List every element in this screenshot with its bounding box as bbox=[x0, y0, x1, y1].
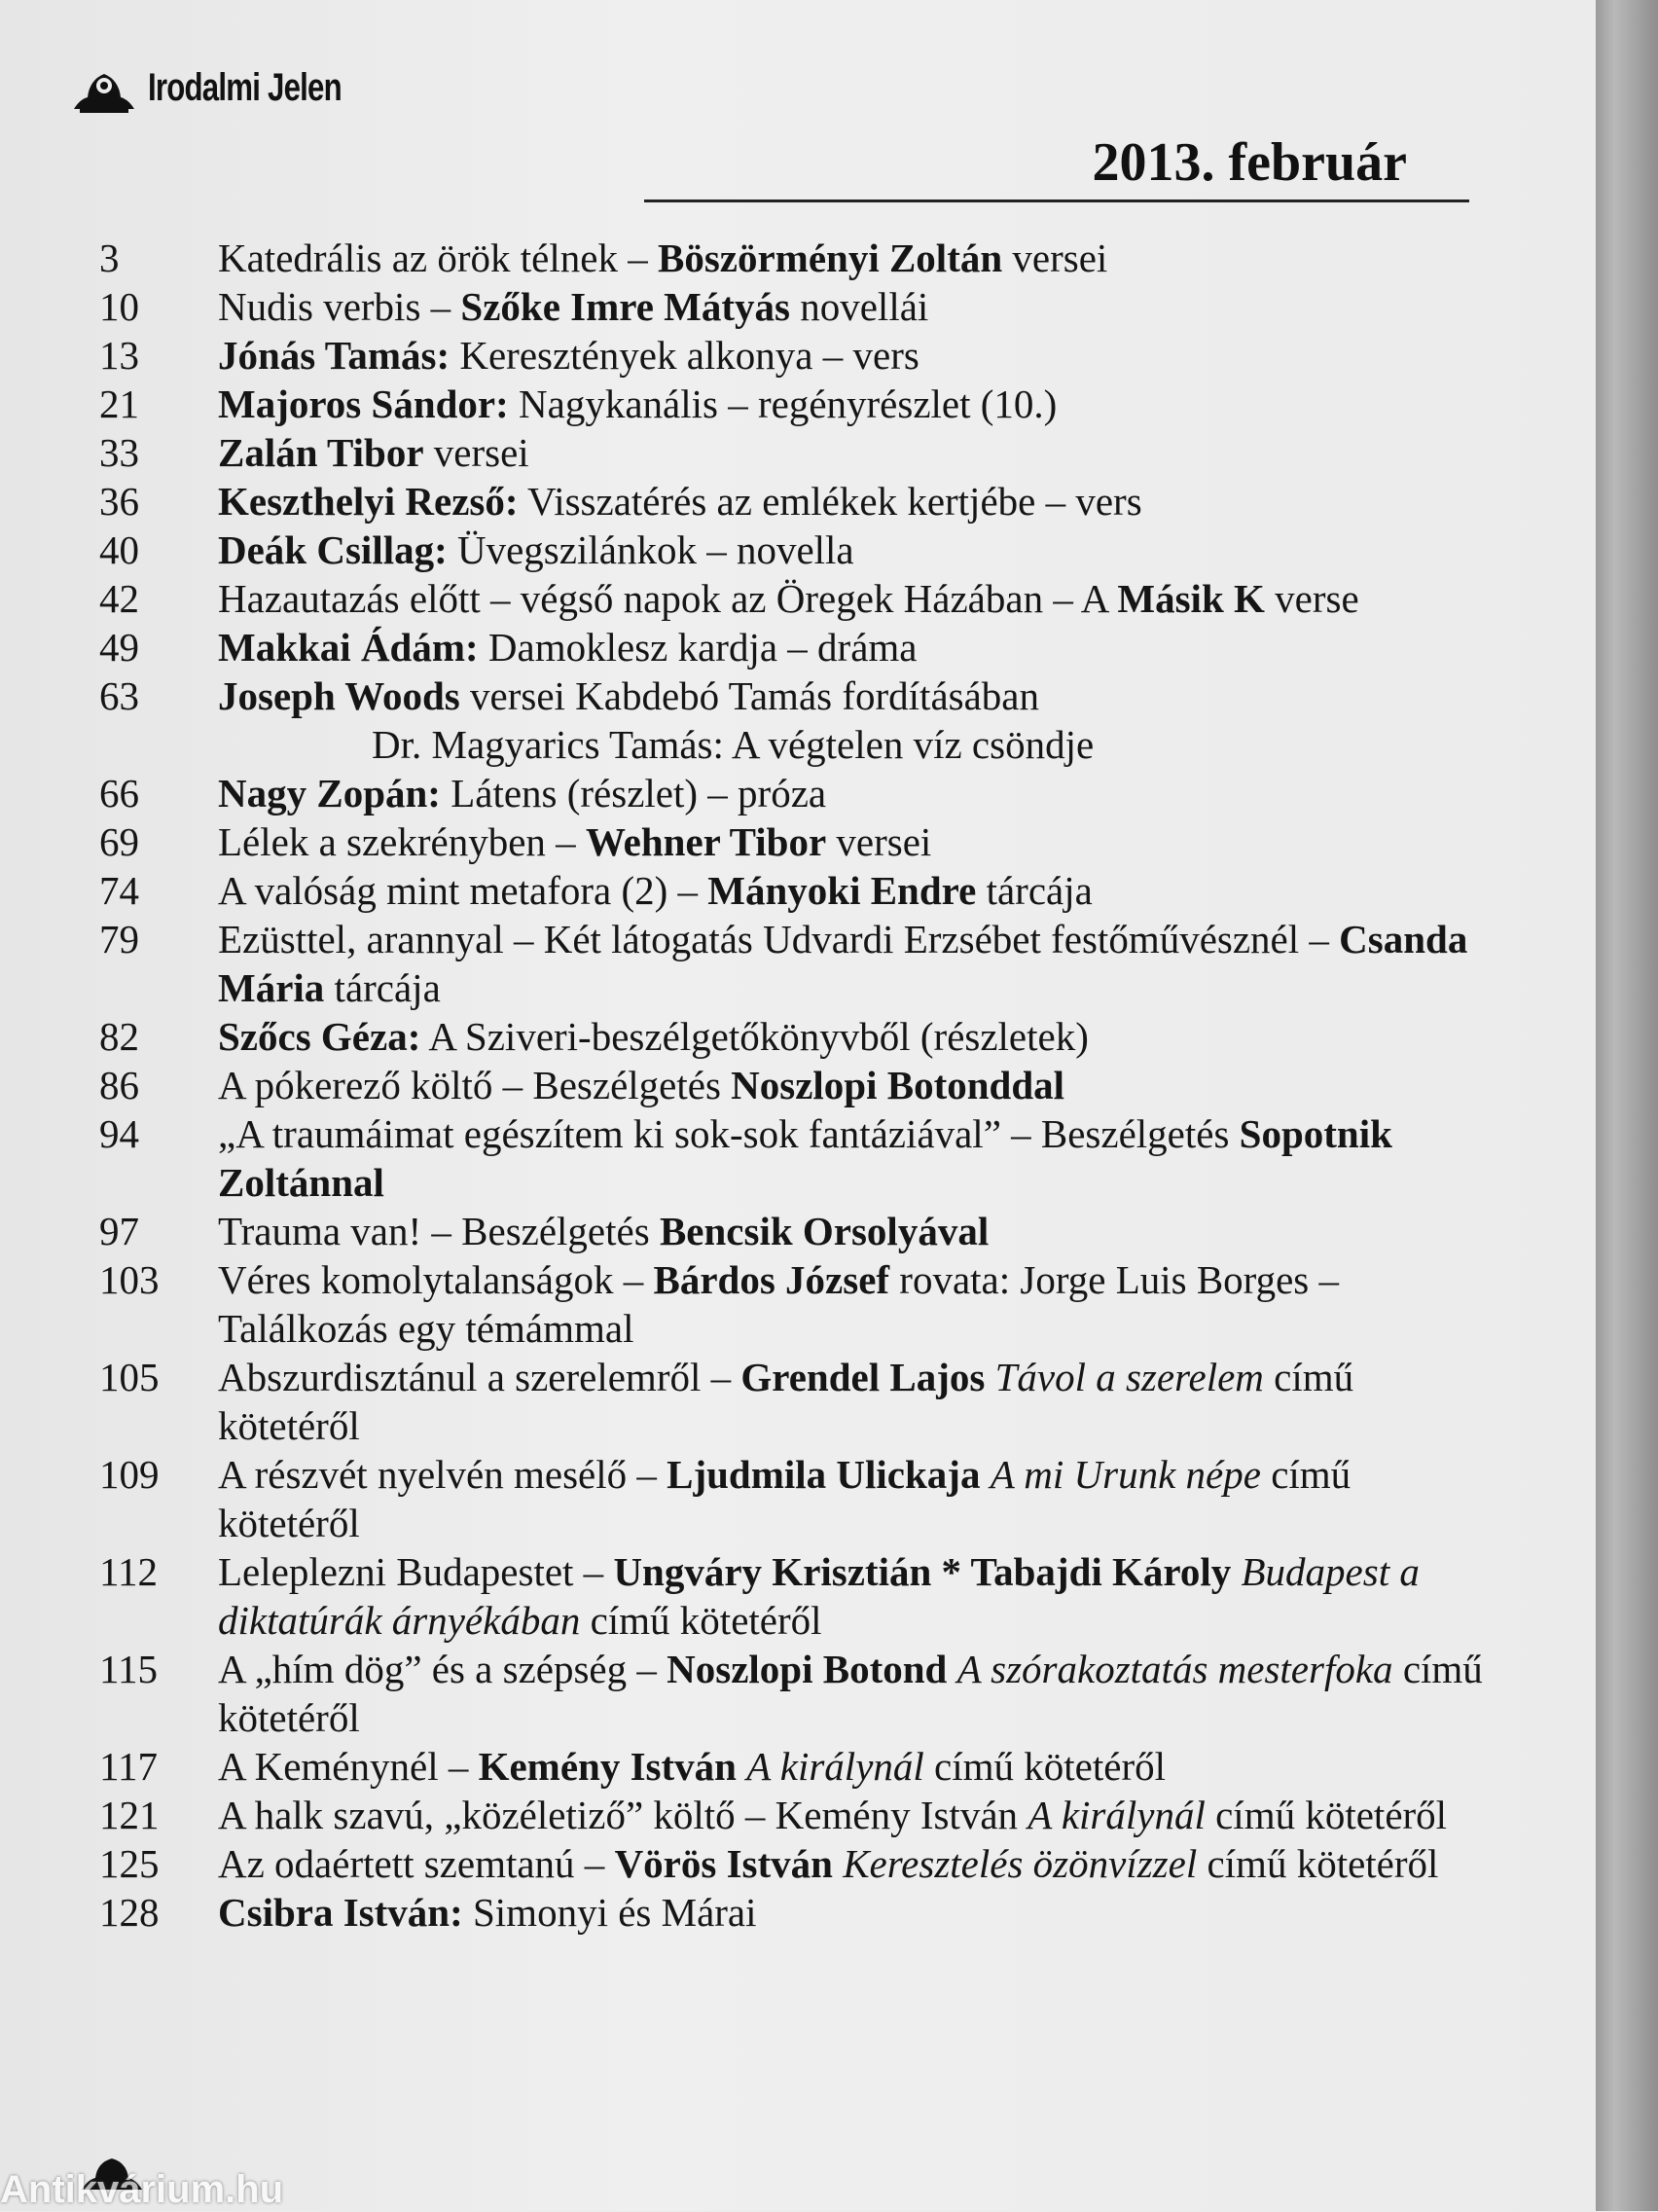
author-name: Csibra István: bbox=[218, 1890, 463, 1935]
toc-entry bbox=[99, 1207, 1500, 1255]
toc-entry bbox=[99, 477, 1500, 526]
author-name: Ungváry Krisztián * Tabajdi Károly bbox=[613, 1549, 1232, 1594]
entry-title: versei bbox=[423, 430, 529, 475]
toc-entry-text bbox=[218, 769, 1500, 817]
author-name: Majoros Sándor: bbox=[218, 381, 509, 426]
toc-entry-text bbox=[218, 1207, 1500, 1255]
author-name: Böszörményi Zoltán bbox=[657, 236, 1003, 280]
entry-title: tárcája bbox=[324, 965, 441, 1010]
entry-title bbox=[1231, 1549, 1241, 1594]
author-name: Kemény István bbox=[478, 1744, 737, 1789]
toc-entry-text bbox=[218, 282, 1500, 331]
toc-entry-text bbox=[218, 526, 1500, 574]
toc-entry-text bbox=[218, 1109, 1500, 1207]
toc-entry bbox=[99, 574, 1500, 623]
toc-entry bbox=[99, 1839, 1500, 1888]
book-title: Távol a szerelem bbox=[994, 1355, 1264, 1399]
toc-entry bbox=[99, 1061, 1500, 1109]
toc-entry bbox=[99, 282, 1500, 331]
toc-page-number: 36 bbox=[99, 479, 139, 524]
binding-edge bbox=[1596, 0, 1658, 2211]
toc-page-number: 125 bbox=[99, 1841, 160, 1886]
toc-entry-text bbox=[218, 331, 1500, 380]
entry-title: Véres komolytalanságok – bbox=[218, 1257, 654, 1302]
entry-title: című kötetéről bbox=[218, 1647, 1483, 1740]
entry-title: című kötetéről bbox=[218, 1452, 1352, 1545]
entry-title: A Keménynél – bbox=[218, 1744, 479, 1789]
entry-title: A részvét nyelvén mesélő – bbox=[218, 1452, 667, 1497]
entry-title: című kötetéről bbox=[218, 1355, 1354, 1448]
entry-title: A halk szavú, „közéletiző” költő – Kemény István bbox=[218, 1793, 1028, 1837]
toc-entry bbox=[99, 1888, 1500, 1937]
toc-entry-text bbox=[218, 1450, 1500, 1547]
entry-title: novellái bbox=[789, 284, 929, 329]
author-name: Szőke Imre Mátyás bbox=[460, 284, 790, 329]
toc-page-number: 103 bbox=[99, 1257, 160, 1302]
toc-page-number: 69 bbox=[99, 819, 139, 864]
book-title: A királynál bbox=[1027, 1793, 1206, 1837]
book-title: Budapest a diktatúrák árnyékában bbox=[218, 1549, 1420, 1643]
author-name: Noszlopi Botonddal bbox=[731, 1063, 1065, 1107]
toc-page-number: 86 bbox=[99, 1063, 139, 1107]
watermark: Antikvárium.hu bbox=[0, 2168, 284, 2211]
author-name: Csanda Mária bbox=[218, 917, 1468, 1010]
toc-entry bbox=[99, 428, 1500, 477]
toc-entry bbox=[99, 331, 1500, 380]
toc-entry bbox=[99, 1012, 1500, 1061]
toc-entry-text bbox=[218, 1012, 1500, 1061]
toc-entry bbox=[99, 1450, 1500, 1547]
toc-entry bbox=[99, 234, 1500, 282]
toc-page-number: 117 bbox=[99, 1744, 158, 1789]
table-of-contents bbox=[99, 234, 1500, 1937]
toc-entry-text bbox=[218, 1255, 1500, 1353]
author-name: Noszlopi Botond bbox=[667, 1647, 948, 1691]
toc-page-number: 10 bbox=[99, 284, 139, 329]
entry-title: Trauma van! – Beszélgetés bbox=[218, 1209, 660, 1253]
header-rule bbox=[644, 199, 1469, 202]
toc-page-number: 79 bbox=[99, 917, 139, 961]
toc-entry-text bbox=[218, 428, 1500, 477]
entry-title: Nudis verbis – bbox=[218, 284, 461, 329]
toc-entry-text bbox=[218, 1353, 1500, 1450]
entry-title: Dr. Magyarics Tamás: A végtelen víz csöndje bbox=[372, 722, 1095, 767]
entry-title: „A traumáimat egészítem ki sok-sok fantáziával” – Beszélgetés bbox=[218, 1111, 1240, 1156]
toc-page-number: 121 bbox=[99, 1793, 160, 1837]
toc-page-number: 42 bbox=[99, 576, 139, 621]
toc-entry-text bbox=[218, 720, 1500, 769]
book-title: A szórakoztatás mesterfoka bbox=[956, 1647, 1393, 1691]
toc-entry-text bbox=[218, 234, 1500, 282]
author-name: Jónás Tamás: bbox=[218, 333, 451, 378]
toc-page-number: 13 bbox=[99, 333, 139, 378]
author-name: Bencsik Orsolyával bbox=[659, 1209, 990, 1253]
entry-title: A pókerező költő – Beszélgetés bbox=[218, 1063, 732, 1107]
toc-entry-text bbox=[218, 1742, 1500, 1791]
entry-title: Simonyi és Márai bbox=[462, 1890, 757, 1935]
author-name: Ljudmila Ulickaja bbox=[667, 1452, 981, 1497]
toc-page-number: 63 bbox=[99, 673, 139, 718]
author-name: Vörös István bbox=[614, 1841, 833, 1886]
entry-title: Látens (részlet) – próza bbox=[440, 771, 827, 816]
entry-title: versei bbox=[826, 819, 932, 864]
toc-entry bbox=[99, 526, 1500, 574]
toc-entry bbox=[99, 817, 1500, 866]
toc-page-number: 74 bbox=[99, 868, 139, 913]
toc-entry bbox=[99, 1255, 1500, 1353]
entry-title bbox=[980, 1452, 990, 1497]
author-name: Másik K bbox=[1117, 576, 1265, 621]
entry-title: Visszatérés az emlékek kertjébe – vers bbox=[518, 479, 1142, 524]
magazine-name: Irodalmi Jelen bbox=[148, 65, 342, 109]
toc-entry-text bbox=[218, 1791, 1500, 1839]
author-name: Mányoki Endre bbox=[707, 868, 977, 913]
toc-entry-text bbox=[218, 1061, 1500, 1109]
entry-title: rovata: Jorge Luis Borges – Találkozás egy témámmal bbox=[218, 1257, 1339, 1351]
toc-entry-text bbox=[218, 1888, 1500, 1937]
toc-entry bbox=[99, 1109, 1500, 1207]
toc-entry bbox=[99, 769, 1500, 817]
magazine-logo-icon bbox=[70, 60, 138, 115]
toc-entry bbox=[99, 380, 1500, 428]
toc-entry bbox=[99, 1742, 1500, 1791]
toc-entry-text bbox=[218, 671, 1500, 720]
toc-entry-text bbox=[218, 623, 1500, 671]
entry-title: Leleplezni Budapestet – bbox=[218, 1549, 614, 1594]
author-name: Wehner Tibor bbox=[585, 819, 827, 864]
entry-title bbox=[947, 1647, 956, 1691]
author-name: Szőcs Géza: bbox=[218, 1014, 421, 1059]
toc-page-number: 94 bbox=[99, 1111, 139, 1156]
toc-entry-text bbox=[218, 477, 1500, 526]
entry-title: versei bbox=[1002, 236, 1108, 280]
author-name: Bárdos József bbox=[653, 1257, 890, 1302]
toc-entry bbox=[99, 866, 1500, 915]
toc-entry-text bbox=[218, 915, 1500, 1012]
author-name: Zalán Tibor bbox=[218, 430, 424, 475]
author-name: Nagy Zopán: bbox=[218, 771, 441, 816]
toc-entry bbox=[99, 623, 1500, 671]
entry-title: Az odaértett szemtanú – bbox=[218, 1841, 615, 1886]
entry-title bbox=[833, 1841, 843, 1886]
entry-title bbox=[985, 1355, 994, 1399]
book-title: A királynál bbox=[746, 1744, 924, 1789]
toc-page-number: 21 bbox=[99, 381, 139, 426]
entry-title: Hazautazás előtt – végső napok az Öregek Házában – A bbox=[218, 576, 1118, 621]
toc-entry-text bbox=[218, 380, 1500, 428]
toc-entry-text bbox=[218, 1645, 1500, 1742]
entry-title: verse bbox=[1264, 576, 1359, 621]
author-name: Grendel Lajos bbox=[740, 1355, 986, 1399]
entry-title: A Sziveri-beszélgetőkönyvből (részletek) bbox=[420, 1014, 1089, 1059]
magazine-logo bbox=[70, 60, 396, 115]
toc-entry-text bbox=[218, 866, 1500, 915]
toc-page-number: 109 bbox=[99, 1452, 160, 1497]
entry-title: Katedrális az örök télnek – bbox=[218, 236, 658, 280]
toc-page-number: 3 bbox=[99, 236, 120, 280]
toc-entry bbox=[99, 1645, 1500, 1742]
entry-title: Nagykanális – regényrészlet (10.) bbox=[508, 381, 1058, 426]
entry-title bbox=[737, 1744, 746, 1789]
toc-page-number: 33 bbox=[99, 430, 139, 475]
entry-title: A valóság mint metafora (2) – bbox=[218, 868, 708, 913]
toc-entry bbox=[99, 1353, 1500, 1450]
book-title: Keresztelés özönvízzel bbox=[843, 1841, 1198, 1886]
toc-page-number: 66 bbox=[99, 771, 139, 816]
entry-title: Keresztények alkonya – vers bbox=[450, 333, 919, 378]
toc-page-number: 105 bbox=[99, 1355, 160, 1399]
issue-date: 2013. február bbox=[1092, 132, 1407, 193]
entry-title: versei Kabdebó Tamás fordításában bbox=[459, 673, 1039, 718]
entry-title: című kötetéről bbox=[1205, 1793, 1448, 1837]
toc-page-number: 128 bbox=[99, 1890, 160, 1935]
toc-entry bbox=[99, 915, 1500, 1012]
entry-title: Üvegszilánkok – novella bbox=[447, 527, 854, 572]
toc-entry-text bbox=[218, 1547, 1500, 1645]
toc-page-number: 82 bbox=[99, 1014, 139, 1059]
entry-title: Damoklesz kardja – dráma bbox=[478, 625, 918, 670]
author-name: Makkai Ádám: bbox=[218, 625, 479, 670]
toc-page-number: 40 bbox=[99, 527, 139, 572]
entry-title: A „hím dög” és a szépség – bbox=[218, 1647, 667, 1691]
entry-title: című kötetéről bbox=[923, 1744, 1166, 1789]
toc-page-number: 49 bbox=[99, 625, 139, 670]
author-name: Keszthelyi Rezső: bbox=[218, 479, 519, 524]
author-name: Joseph Woods bbox=[218, 673, 460, 718]
toc-page-number: 112 bbox=[99, 1549, 158, 1594]
toc-entry bbox=[99, 671, 1500, 720]
entry-title: Ezüsttel, arannyal – Két látogatás Udvardi Erzsébet festőművésznél – bbox=[218, 917, 1340, 961]
toc-entry bbox=[99, 720, 1500, 769]
entry-title: Lélek a szekrényben – bbox=[218, 819, 586, 864]
entry-title: című kötetéről bbox=[580, 1598, 822, 1643]
entry-title: tárcája bbox=[976, 868, 1093, 913]
author-name: Sopotnik Zoltánnal bbox=[218, 1111, 1392, 1205]
author-name: Deák Csillag: bbox=[218, 527, 448, 572]
book-title: A mi Urunk népe bbox=[990, 1452, 1261, 1497]
toc-entry bbox=[99, 1791, 1500, 1839]
toc-page-number: 115 bbox=[99, 1647, 158, 1691]
toc-entry-text bbox=[218, 574, 1500, 623]
toc-entry-text bbox=[218, 817, 1500, 866]
toc-page-number bbox=[99, 720, 218, 769]
entry-title: Abszurdisztánul a szerelemről – bbox=[218, 1355, 741, 1399]
toc-entry-text bbox=[218, 1839, 1500, 1888]
toc-page-number: 97 bbox=[99, 1209, 139, 1253]
toc-entry bbox=[99, 1547, 1500, 1645]
entry-title: című kötetéről bbox=[1197, 1841, 1439, 1886]
